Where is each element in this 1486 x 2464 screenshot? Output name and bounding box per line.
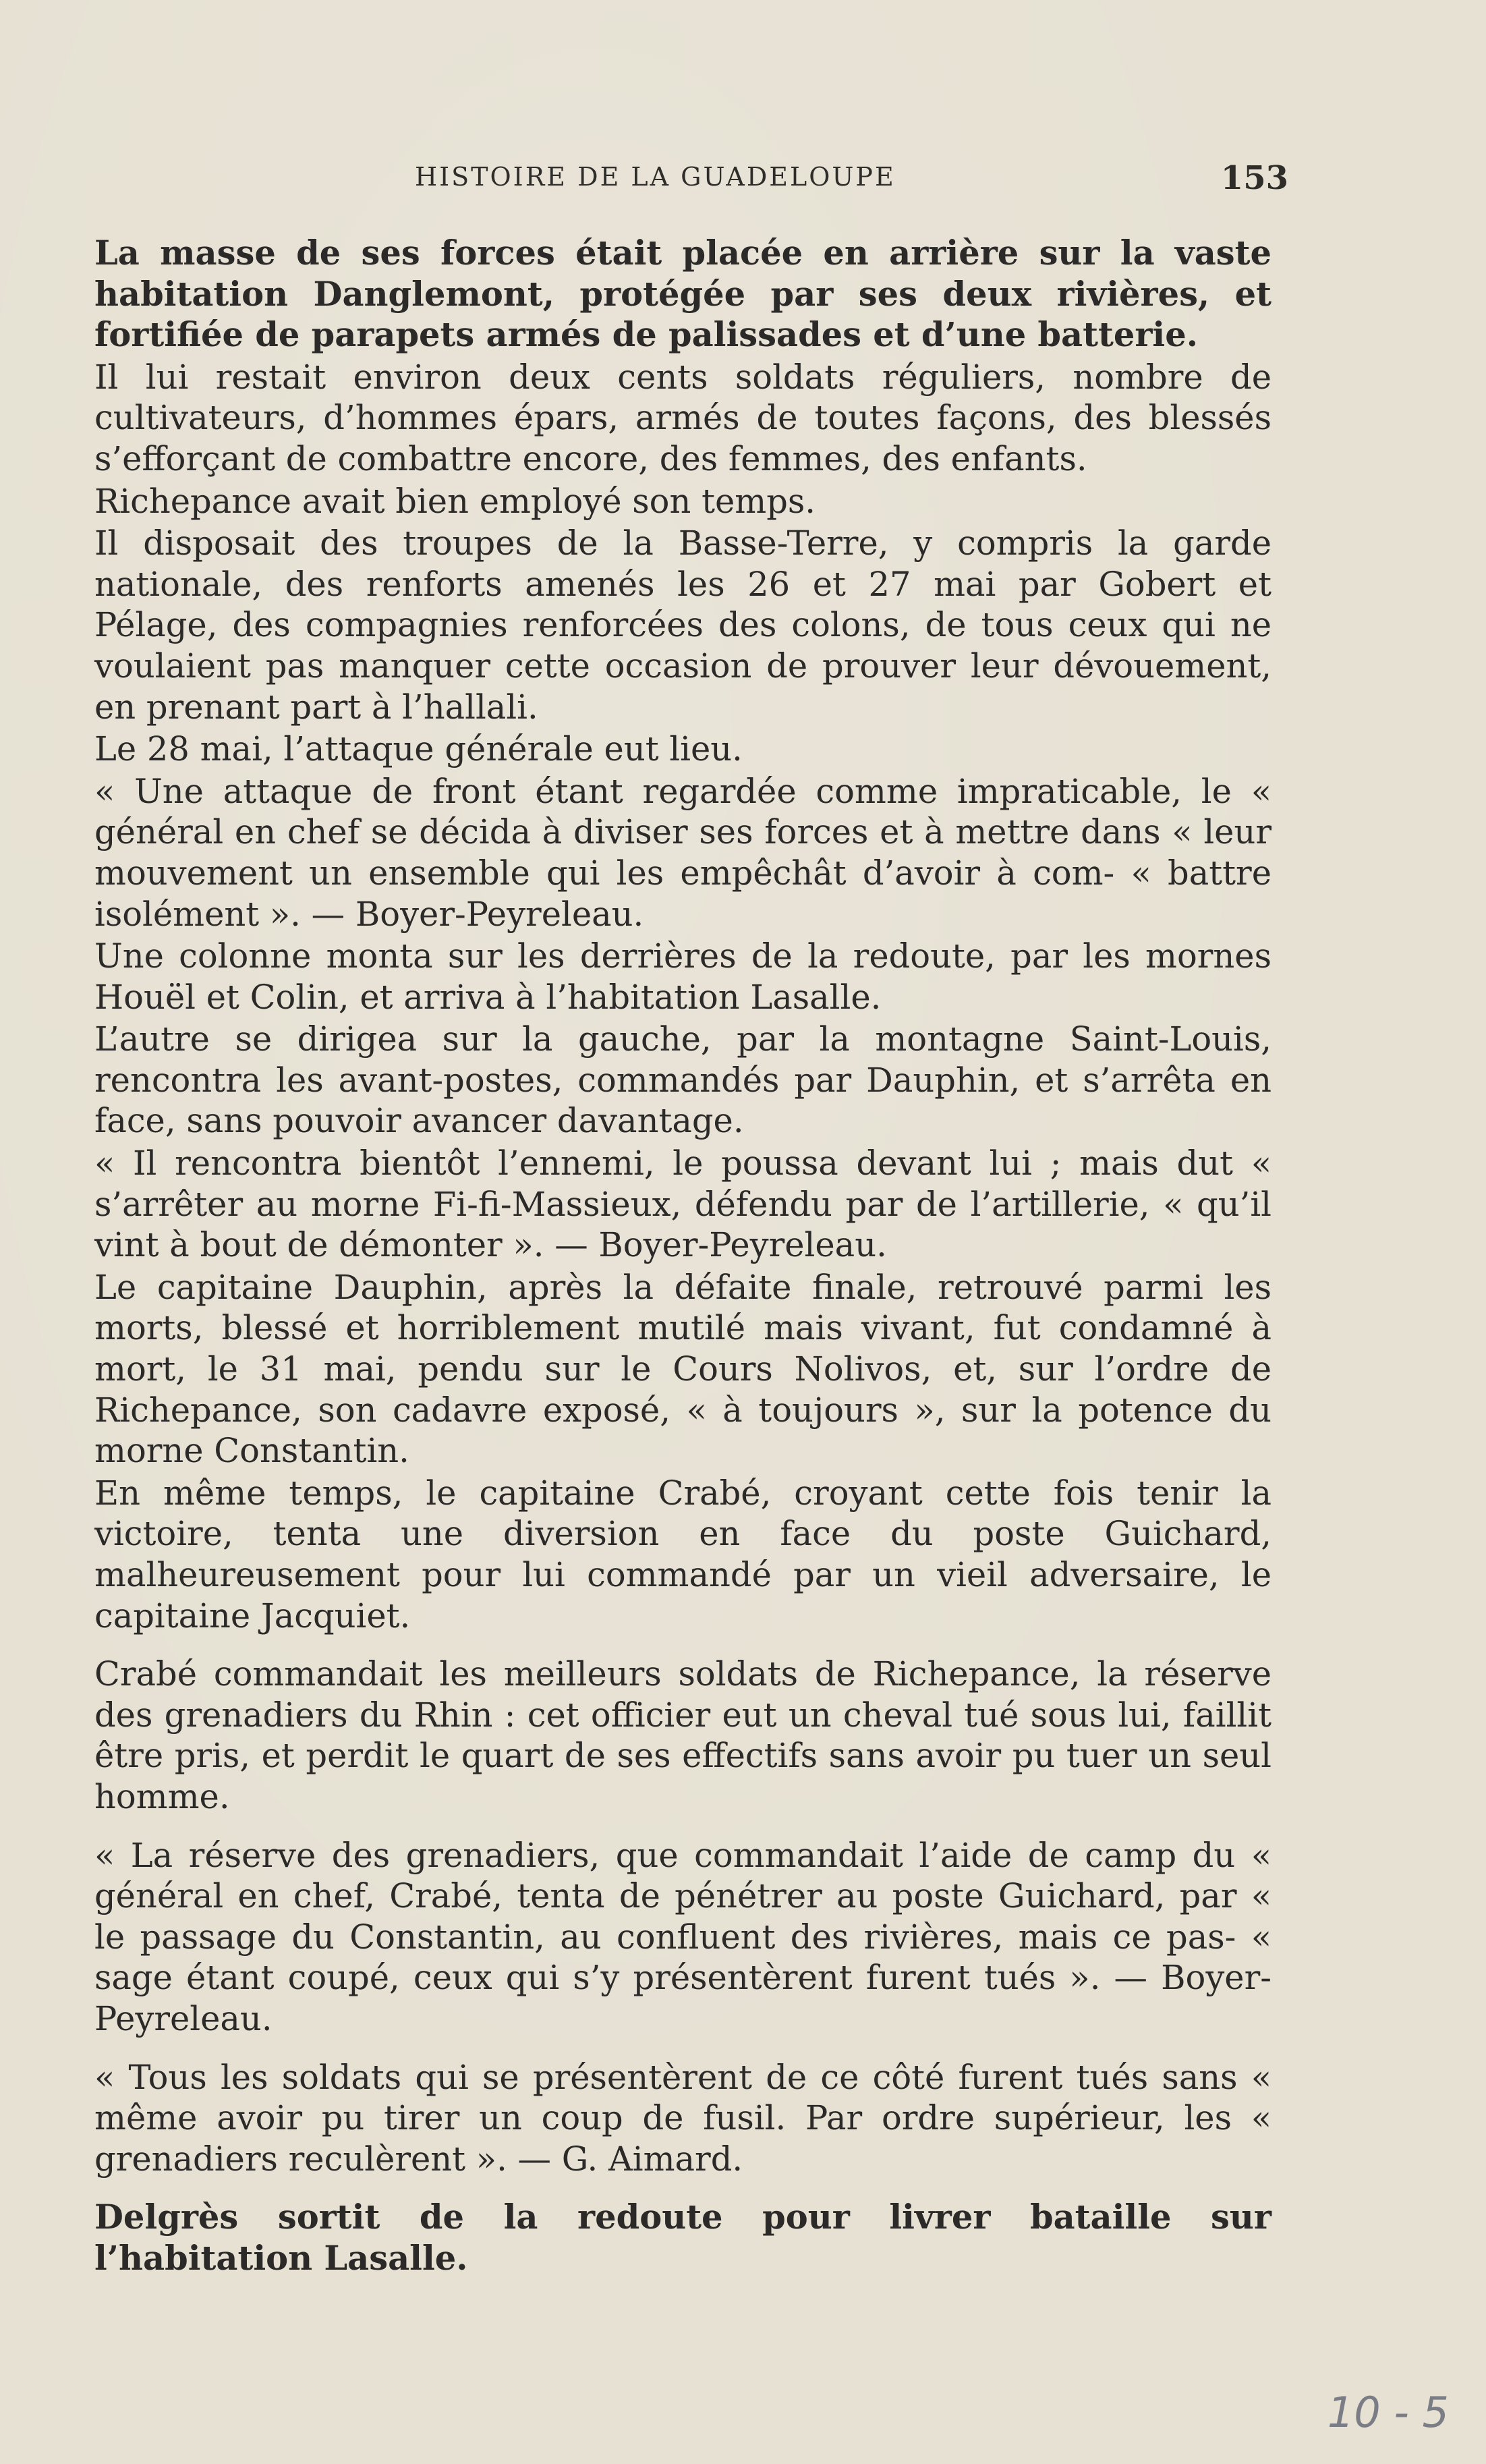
page-number: 153: [1220, 159, 1288, 197]
paragraph: Le 28 mai, l’attaque générale eut lieu.: [94, 729, 743, 769]
paragraph: Le capitaine Dauphin, après la défaite finale, retrouvé parmi les morts, blessé et horriblement mutilé mais vivant, fut condamné à mort, le 31 mai, pendu sur le Cours Nolivos, et, sur l’ordre de Richepance, son cadavre exposé, « à toujours », sur la potence du morne Constantin.: [94, 1267, 1271, 1471]
running-title: HISTOIRE DE LA GUADELOUPE: [415, 162, 896, 192]
paragraph: Il lui restait environ deux cents soldats réguliers, nombre de cultivateurs, d’hommes épars, armés de toutes façons, des blessés s’efforçant de combattre encore, des femmes, des enfants.: [94, 357, 1271, 478]
paragraph: Delgrès sortit de la redoute pour livrer bataille sur l’habitation Lasalle.: [94, 2197, 1271, 2278]
handwritten-archive-note: 10 - 5: [1327, 2388, 1449, 2437]
paragraph: L’autre se dirigea sur la gauche, par la montagne Saint-Louis, rencontra les avant-postes, commandés par Dauphin, et s’arrêta en face, sans pouvoir avancer davantage.: [94, 1019, 1271, 1141]
page-header: [415, 159, 1288, 202]
paragraph: Crabé commandait les meilleurs soldats de Richepance, la réserve des grenadiers du Rhin : cet officier eut un cheval tué sous lui, faillit être pris, et perdit le quart de ses effectifs sans avoir pu tuer un seul homme.: [94, 1654, 1271, 1816]
quotation: « Une attaque de front étant regardée comme impraticable, le « général en chef se décida à diviser ses forces et à mettre dans « leur mouvement un ensemble qui les empêchât d’avoir à com- « battre isolément ». — Boyer-Peyreleau.: [94, 771, 1271, 934]
paragraph: Il disposait des troupes de la Basse-Terre, y compris la garde nationale, des renforts amenés les 26 et 27 mai par Gobert et Pélage, des compagnies renforcées des colons, de tous ceux qui ne voulaient pas manquer cette occasion de prouver leur dévouement, en prenant part à l’hallali.: [94, 524, 1271, 727]
quotation: « Il rencontra bientôt l’ennemi, le poussa devant lui ; mais dut « s’arrêter au morne Fi-fi-Massieux, défendu par de l’artillerie, « qu’il vint à bout de démonter ». — Boyer-Peyreleau.: [94, 1144, 1271, 1265]
paragraph: Richepance avait bien employé son temps.: [94, 481, 816, 521]
paragraph: Une colonne monta sur les derrières de la redoute, par les mornes Houël et Colin, et arriva à l’habitation Lasalle.: [94, 936, 1271, 1017]
paragraph: La masse de ses forces était placée en arrière sur la vaste habitation Danglemont, protégée par ses deux rivières, et fortifiée de parapets armés de palissades et d’une batterie.: [94, 233, 1271, 355]
paragraph: En même temps, le capitaine Crabé, croyant cette fois tenir la victoire, tenta une diversion en face du poste Guichard, malheureusement pour lui commandé par un vieil adversaire, le capitaine Jacquiet.: [94, 1473, 1271, 1635]
body-text: [94, 233, 1271, 2279]
quotation: « La réserve des grenadiers, que commandait l’aide de camp du « général en chef, Crabé, tenta de pénétrer au poste Guichard, par « le passage du Constantin, au confluent des rivières, mais ce pas- « sage étant coupé, ceux qui s’y présentèrent furent tués ». — Boyer-Peyreleau.: [94, 1835, 1271, 2038]
quotation: « Tous les soldats qui se présentèrent de ce côté furent tués sans « même avoir pu tirer un coup de fusil. Par ordre supérieur, les « grenadiers reculèrent ». — G. Aimard.: [94, 2057, 1271, 2179]
